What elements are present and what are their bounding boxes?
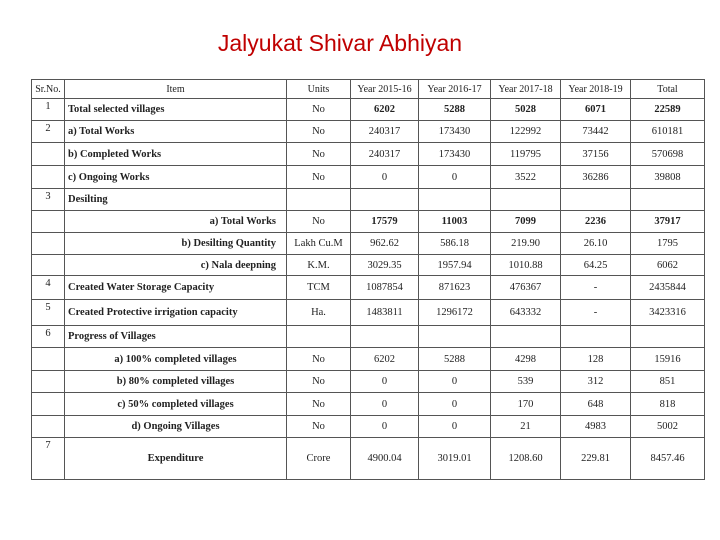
cell-total: 610181	[631, 121, 705, 143]
table-row	[32, 371, 705, 393]
cell-item: c) Ongoing Works	[65, 166, 287, 189]
cell-units: Crore	[287, 438, 351, 480]
cell-units: No	[287, 416, 351, 438]
cell-year-value: 871623	[419, 276, 491, 300]
table-row	[32, 143, 705, 166]
cell-year-value: 1957.94	[419, 255, 491, 276]
table-header-row	[32, 80, 705, 99]
cell-year-value: 11003	[419, 211, 491, 233]
cell-item: Created Protective irrigation capacity	[65, 300, 287, 326]
cell-units: No	[287, 211, 351, 233]
header-year-2017-18: Year 2017-18	[491, 80, 561, 99]
cell-units: No	[287, 393, 351, 416]
table-row	[32, 416, 705, 438]
cell-year-value: 6071	[561, 99, 631, 121]
cell-units: No	[287, 143, 351, 166]
cell-item: b) Desilting Quantity	[65, 233, 287, 255]
cell-year-value	[561, 189, 631, 211]
table-row	[32, 189, 705, 211]
cell-sr-no	[32, 371, 65, 393]
cell-year-value	[419, 189, 491, 211]
cell-item: a) Total Works	[65, 211, 287, 233]
cell-year-value: 1483811	[351, 300, 419, 326]
cell-units: No	[287, 371, 351, 393]
cell-year-value: 1208.60	[491, 438, 561, 480]
cell-year-value: 37156	[561, 143, 631, 166]
cell-units: No	[287, 121, 351, 143]
cell-item: Total selected villages	[65, 99, 287, 121]
header-total: Total	[631, 80, 705, 99]
cell-year-value: 26.10	[561, 233, 631, 255]
cell-year-value: 170	[491, 393, 561, 416]
cell-year-value: 0	[351, 166, 419, 189]
table-row	[32, 255, 705, 276]
table-row	[32, 99, 705, 121]
cell-year-value: 5288	[419, 99, 491, 121]
cell-year-value: 5028	[491, 99, 561, 121]
cell-year-value: -	[561, 276, 631, 300]
cell-sr-no	[32, 143, 65, 166]
cell-units: K.M.	[287, 255, 351, 276]
cell-item: a) Total Works	[65, 121, 287, 143]
cell-year-value: 17579	[351, 211, 419, 233]
cell-year-value	[351, 189, 419, 211]
cell-year-value: 64.25	[561, 255, 631, 276]
data-table-container	[31, 79, 705, 480]
cell-year-value: 539	[491, 371, 561, 393]
cell-sr-no: 7	[32, 438, 65, 480]
cell-year-value: 128	[561, 348, 631, 371]
cell-sr-no	[32, 416, 65, 438]
cell-year-value: 6202	[351, 99, 419, 121]
cell-year-value: 4298	[491, 348, 561, 371]
cell-year-value: 122992	[491, 121, 561, 143]
table-row	[32, 393, 705, 416]
cell-year-value: 962.62	[351, 233, 419, 255]
header-sr-no: Sr.No.	[32, 80, 65, 99]
table-row	[32, 121, 705, 143]
table-row	[32, 233, 705, 255]
cell-units	[287, 189, 351, 211]
cell-total: 6062	[631, 255, 705, 276]
cell-year-value: 586.18	[419, 233, 491, 255]
cell-total	[631, 326, 705, 348]
cell-year-value: 240317	[351, 121, 419, 143]
cell-year-value: 0	[351, 371, 419, 393]
cell-total: 818	[631, 393, 705, 416]
cell-year-value: 1010.88	[491, 255, 561, 276]
cell-year-value	[351, 326, 419, 348]
cell-units: Ha.	[287, 300, 351, 326]
cell-item: c) 50% completed villages	[65, 393, 287, 416]
cell-sr-no: 2	[32, 121, 65, 143]
cell-year-value: 5288	[419, 348, 491, 371]
cell-item: b) Completed Works	[65, 143, 287, 166]
cell-total: 3423316	[631, 300, 705, 326]
cell-item: Progress of Villages	[65, 326, 287, 348]
cell-sr-no	[32, 211, 65, 233]
cell-year-value: -	[561, 300, 631, 326]
cell-item: Desilting	[65, 189, 287, 211]
cell-sr-no: 6	[32, 326, 65, 348]
cell-total: 39808	[631, 166, 705, 189]
table-row	[32, 300, 705, 326]
cell-year-value: 240317	[351, 143, 419, 166]
cell-units: No	[287, 99, 351, 121]
cell-year-value: 0	[419, 371, 491, 393]
cell-year-value: 4900.04	[351, 438, 419, 480]
cell-year-value: 219.90	[491, 233, 561, 255]
cell-year-value: 173430	[419, 121, 491, 143]
cell-total: 851	[631, 371, 705, 393]
cell-year-value: 36286	[561, 166, 631, 189]
cell-year-value: 643332	[491, 300, 561, 326]
cell-year-value: 0	[419, 393, 491, 416]
cell-year-value: 1087854	[351, 276, 419, 300]
header-units: Units	[287, 80, 351, 99]
cell-sr-no: 3	[32, 189, 65, 211]
cell-year-value: 1296172	[419, 300, 491, 326]
cell-item: b) 80% completed villages	[65, 371, 287, 393]
cell-sr-no: 4	[32, 276, 65, 300]
cell-total: 37917	[631, 211, 705, 233]
jalyukat-table	[31, 79, 705, 480]
cell-year-value: 21	[491, 416, 561, 438]
cell-total: 2435844	[631, 276, 705, 300]
table-row	[32, 211, 705, 233]
cell-sr-no: 5	[32, 300, 65, 326]
cell-item: Created Water Storage Capacity	[65, 276, 287, 300]
table-row	[32, 438, 705, 480]
cell-item: c) Nala deepning	[65, 255, 287, 276]
header-year-2016-17: Year 2016-17	[419, 80, 491, 99]
cell-year-value: 119795	[491, 143, 561, 166]
cell-total: 570698	[631, 143, 705, 166]
cell-year-value: 229.81	[561, 438, 631, 480]
cell-units: No	[287, 348, 351, 371]
cell-total: 5002	[631, 416, 705, 438]
cell-year-value: 312	[561, 371, 631, 393]
table-row	[32, 166, 705, 189]
cell-sr-no	[32, 233, 65, 255]
cell-year-value	[491, 189, 561, 211]
cell-units: Lakh Cu.M	[287, 233, 351, 255]
cell-year-value: 648	[561, 393, 631, 416]
cell-item: Expenditure	[65, 438, 287, 480]
header-item: Item	[65, 80, 287, 99]
header-year-2018-19: Year 2018-19	[561, 80, 631, 99]
cell-total: 15916	[631, 348, 705, 371]
cell-year-value	[491, 326, 561, 348]
cell-sr-no: 1	[32, 99, 65, 121]
cell-sr-no	[32, 393, 65, 416]
table-row	[32, 276, 705, 300]
cell-year-value: 173430	[419, 143, 491, 166]
cell-year-value: 3522	[491, 166, 561, 189]
cell-year-value: 7099	[491, 211, 561, 233]
cell-item: a) 100% completed villages	[65, 348, 287, 371]
cell-sr-no	[32, 166, 65, 189]
cell-total: 22589	[631, 99, 705, 121]
page-title: Jalyukat Shivar Abhiyan	[217, 30, 463, 56]
cell-year-value: 0	[419, 416, 491, 438]
cell-units	[287, 326, 351, 348]
cell-year-value: 0	[351, 393, 419, 416]
cell-year-value: 2236	[561, 211, 631, 233]
header-year-2015-16: Year 2015-16	[351, 80, 419, 99]
table-row	[32, 326, 705, 348]
cell-year-value: 3019.01	[419, 438, 491, 480]
table-row	[32, 348, 705, 371]
cell-units: TCM	[287, 276, 351, 300]
cell-total: 1795	[631, 233, 705, 255]
cell-year-value: 3029.35	[351, 255, 419, 276]
cell-total: 8457.46	[631, 438, 705, 480]
cell-year-value	[561, 326, 631, 348]
cell-units: No	[287, 166, 351, 189]
cell-total	[631, 189, 705, 211]
cell-year-value	[419, 326, 491, 348]
cell-year-value: 476367	[491, 276, 561, 300]
cell-year-value: 4983	[561, 416, 631, 438]
cell-sr-no	[32, 255, 65, 276]
cell-year-value: 0	[351, 416, 419, 438]
cell-year-value: 6202	[351, 348, 419, 371]
cell-year-value: 73442	[561, 121, 631, 143]
cell-sr-no	[32, 348, 65, 371]
cell-item: d) Ongoing Villages	[65, 416, 287, 438]
cell-year-value: 0	[419, 166, 491, 189]
